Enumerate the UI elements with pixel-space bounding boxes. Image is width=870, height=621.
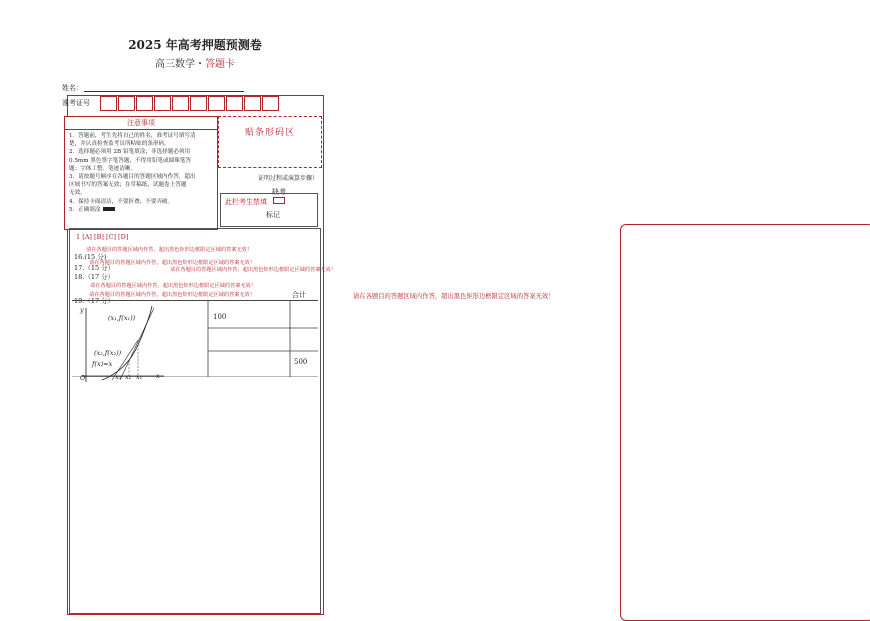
figure-x1: x₁ [136, 373, 143, 381]
warning-text: 请在各题目的答题区域内作答，超出黑色矩形边框限定区域的答案无效！ [89, 292, 256, 298]
exam-digit-box[interactable] [244, 96, 261, 111]
exam-digit-box[interactable] [154, 96, 171, 111]
notice-item: 区域书写的答案无效；在草稿纸、试题卷上答题 [69, 182, 187, 189]
page-subtitle [0, 55, 390, 70]
notice-item: 2．选择题必须用 2B 铅笔填涂；非选择题必须用 [69, 149, 191, 156]
absent-prompt [221, 194, 317, 210]
exam-digit-box[interactable] [190, 96, 207, 111]
notice-item: 题；字体工整、笔迹清晰。 [69, 165, 137, 172]
notice-item: 1．答题前，考生先将自己的姓名，准考证号填写清 [69, 133, 196, 139]
absent-label: 缺考 [272, 188, 286, 196]
figure-x3: x₃ [115, 373, 122, 381]
exam-digit-box[interactable] [172, 96, 189, 111]
name-label: 姓名： [62, 84, 83, 92]
warning-text: 请在各题目的答题区域内作答，超出黑色矩形边框限定区域的答案无效！ [170, 267, 337, 273]
q16-label: 16.(15 分) [74, 253, 107, 261]
notice-title: 注意事项 [65, 117, 217, 130]
page-title: 2025 年高考押题预测卷 [128, 38, 262, 52]
notice-item: 3．请按题号顺序在各题目的答题区域内作答，超出 [69, 174, 196, 181]
q18-label: 18.（17 分） [74, 273, 115, 281]
notice-box [64, 116, 218, 230]
figure-point-1: (x₁,f(x₁)) [108, 314, 136, 322]
notice-item: 0.5mm 黑色签字笔答题，不得用铅笔或圆珠笔答 [69, 157, 191, 164]
exam-digit-box[interactable] [100, 96, 117, 111]
table-cell: 500 [294, 358, 308, 366]
notice-item-text: 5．正确填涂 [69, 206, 101, 213]
exam-digit-box[interactable] [262, 96, 279, 111]
total-header: 合计 [292, 291, 306, 299]
name-field[interactable] [84, 91, 244, 92]
absent-prompt-text: 此栏考生禁填 [225, 198, 267, 206]
subtitle-accent: 答题卡 [205, 59, 235, 70]
warning-text: 请在各题目的答题区域内作答，超出黑色矩形边框限定区域的答案无效！ [90, 283, 257, 289]
figure-function: f(x)=x [92, 360, 113, 368]
function-figure [72, 300, 167, 389]
subtitle-prefix: 高三数学・ [155, 59, 205, 70]
exam-digit-box[interactable] [118, 96, 135, 111]
figure-x-axis: x [156, 372, 160, 380]
q19-label: 19.（17 分） [74, 297, 115, 305]
filled-sample [103, 207, 115, 211]
absent-checkbox[interactable] [273, 197, 285, 204]
absent-box [220, 193, 318, 227]
q17-label: 17.（15 分） [74, 264, 115, 272]
warning-text: 请在各题目的答题区域内作答，超出黑色矩形边框限定区域的答案无效！ [353, 293, 555, 300]
exam-number-boxes[interactable] [100, 96, 280, 111]
exam-digit-box[interactable] [226, 96, 243, 111]
warning-text: 请在各题目的答题区域内作答，超出黑色矩形边框限定区域的答案无效！ [89, 260, 256, 266]
choice-row[interactable]: 1 [A] [B] [C] [D] [76, 233, 129, 241]
notice-item [69, 206, 213, 214]
figure-y-axis: y [80, 306, 84, 314]
warning-text: 请在各题目的答题区域内作答，超出黑色矩形边框限定区域的答案无效！ [86, 247, 253, 253]
barcode-area [218, 116, 322, 168]
exam-digit-box[interactable] [208, 96, 225, 111]
figure-point-2: (x₂,f(x₂)) [94, 349, 122, 357]
barcode-label: 贴条形码区 [244, 128, 295, 138]
exam-digit-box[interactable] [136, 96, 153, 111]
figure-origin: O [80, 374, 86, 382]
notice-item: 4．保持卡面清洁，不要折叠、不要弄破。 [69, 198, 174, 205]
exam-number-label: 准考证号 [62, 99, 90, 107]
figure-x2: x₂ [125, 373, 132, 381]
table-cell: 100 [213, 313, 227, 321]
absent-mark: 标记 [266, 211, 280, 219]
notice-item: 楚，并认真检查监考员所粘贴的条形码。 [69, 141, 170, 148]
proof-note: 证明过程或演算步骤） [258, 175, 319, 182]
notice-item: 无效。 [69, 190, 86, 197]
right-answer-panel [620, 224, 870, 621]
